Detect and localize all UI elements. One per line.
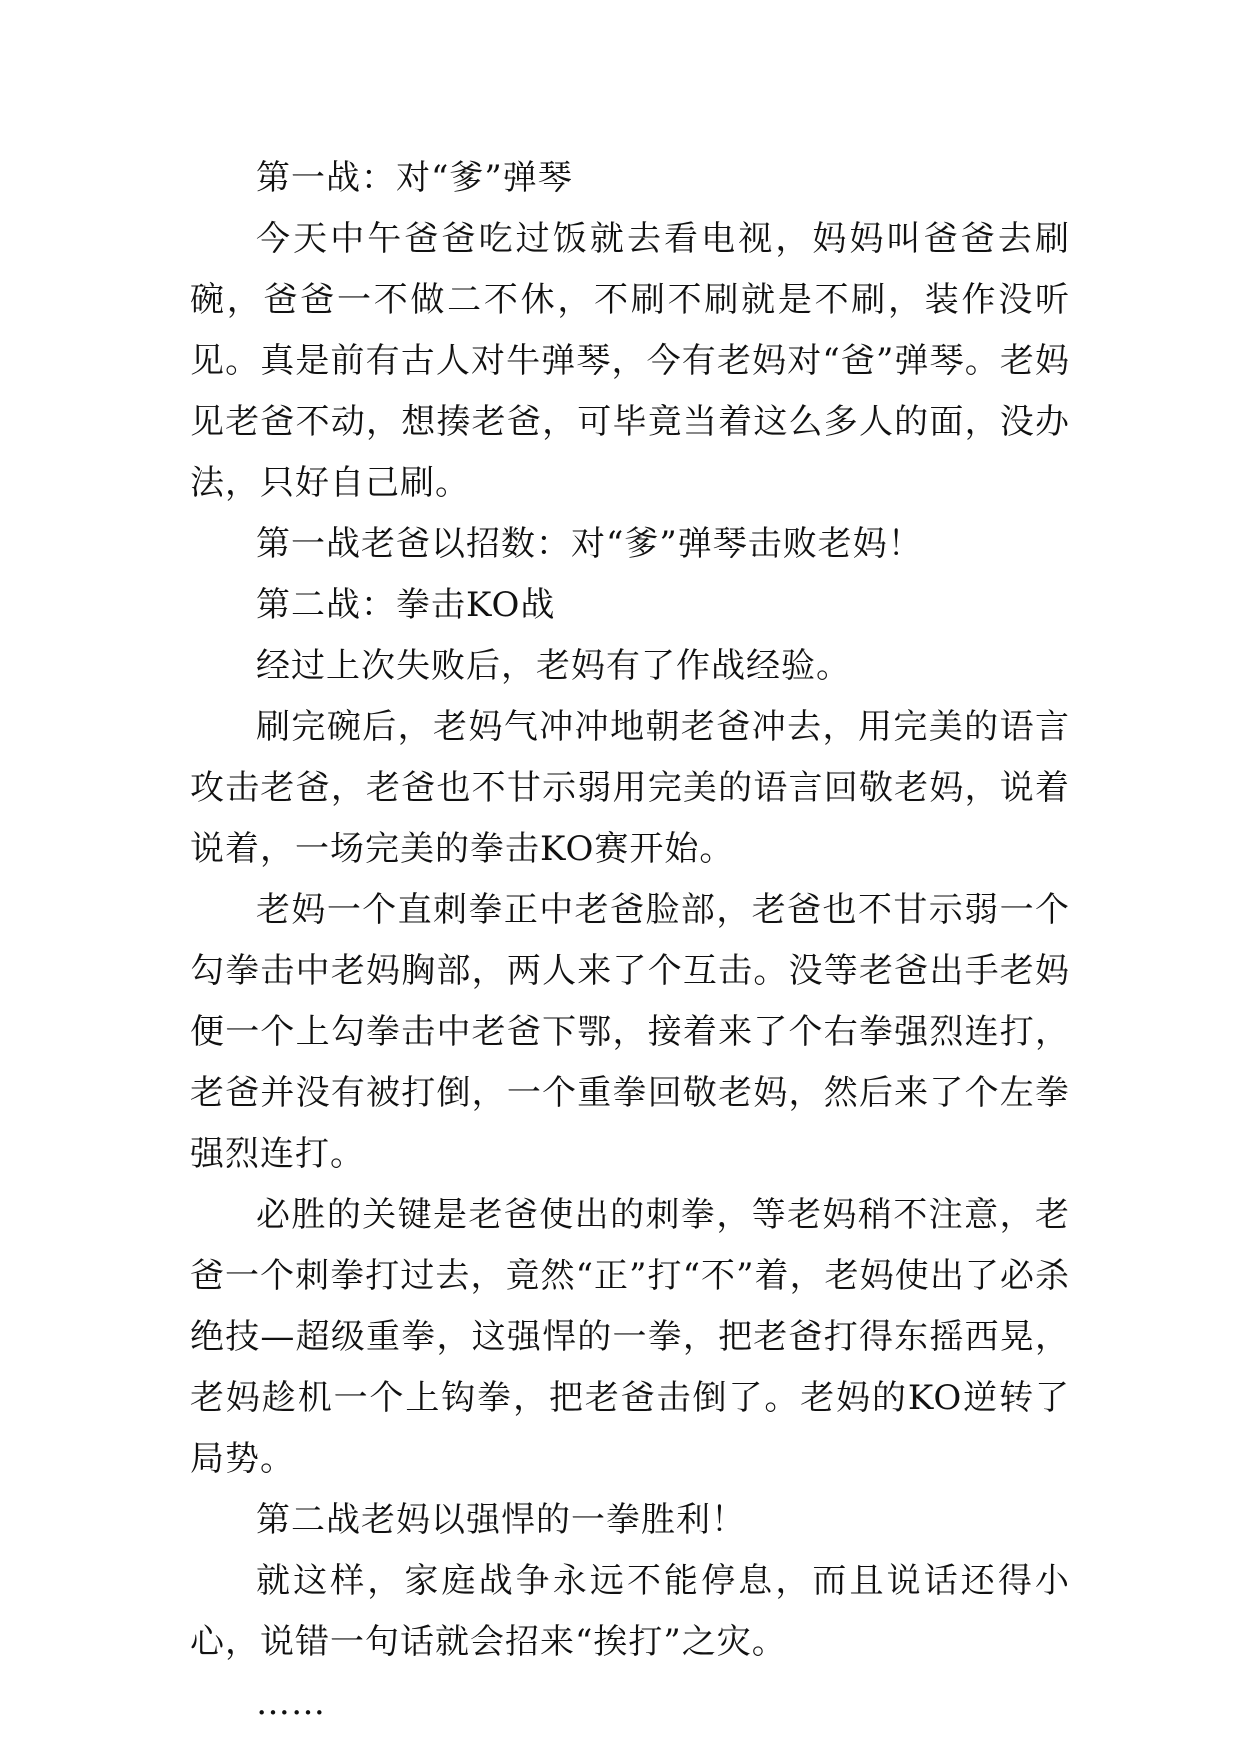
document-page bbox=[190, 148, 1070, 1734]
ellipsis: …… bbox=[256, 1683, 326, 1723]
paragraph: 必胜的关键是老爸使出的刺拳，等老妈稍不注意，老爸一个刺拳打过去，竟然“正”打“不”着，老妈使出了必杀绝技—超级重拳，这强悍的一拳，把老爸打得东摇西晃，老妈趁机一个上钩拳，把老爸击倒了。老妈的KO逆转了局势。 bbox=[190, 1195, 1070, 1479]
paragraph: 老妈一个直刺拳正中老爸脸部，老爸也不甘示弱一个勾拳击中老妈胸部，两人来了个互击。没等老爸出手老妈便一个上勾拳击中老爸下鄂，接着来了个右拳强烈连打，老爸并没有被打倒，一个重拳回敬老妈，然后来了个左拳强烈连打。 bbox=[190, 890, 1070, 1174]
paragraph: 第二战老妈以强悍的一拳胜利！ bbox=[256, 1500, 746, 1540]
heading-second-battle: 第二战：拳击KO战 bbox=[256, 585, 556, 625]
heading-first-battle: 第一战：对“爹”弹琴 bbox=[256, 158, 573, 198]
paragraph: 刷完碗后，老妈气冲冲地朝老爸冲去，用完美的语言攻击老爸，老爸也不甘示弱用完美的语言回敬老妈，说着说着，一场完美的拳击KO赛开始。 bbox=[190, 707, 1070, 869]
paragraph: 今天中午爸爸吃过饭就去看电视，妈妈叫爸爸去刷碗，爸爸一不做二不休，不刷不刷就是不刷，装作没听见。真是前有古人对牛弹琴，今有老妈对“爸”弹琴。老妈见老爸不动，想揍老爸，可毕竟当着这么多人的面，没办法，只好自己刷。 bbox=[190, 219, 1070, 503]
paragraph: 经过上次失败后，老妈有了作战经验。 bbox=[256, 646, 851, 686]
paragraph: 第一战老爸以招数：对“爹”弹琴击败老妈！ bbox=[256, 524, 923, 564]
paragraph: 就这样，家庭战争永远不能停息，而且说话还得小心，说错一句话就会招来“挨打”之灾。 bbox=[190, 1561, 1070, 1662]
